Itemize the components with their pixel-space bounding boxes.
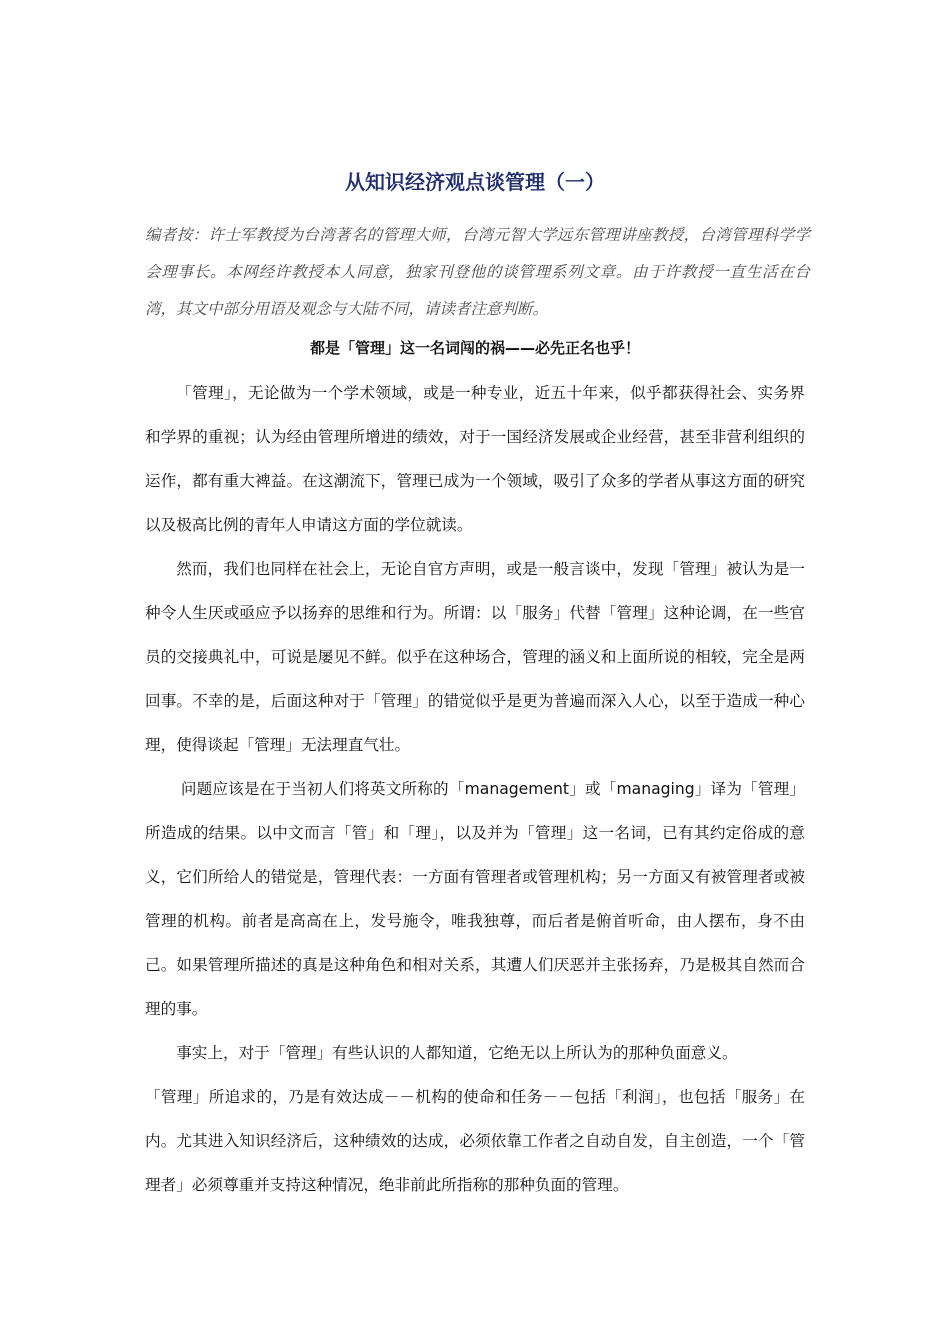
section-heading: 都是「管理」这一名词闯的祸——必先正名也乎！ — [309, 339, 640, 357]
paragraph-1: 「管理」，无论做为一个学术领域，或是一种专业，近五十年来，似乎都获得社会、实务界和学界的重视；认为经由管理所增进的绩效，对于一国经济发展或企业经营，甚至非营利组织的运作，都有重大裨益。在这潮流下，管理已成为一个领域，吸引了众多的学者从事这方面的研究以及极高比例的青年人申请这方面的学位就读。 — [145, 384, 805, 534]
paragraph-2: 然而，我们也同样在社会上，无论自官方声明，或是一般言谈中，发现「管理」被认为是一种令人生厌或亟应予以扬弃的思维和行为。所谓：以「服务」代替「管理」这种论调，在一些官员的交接典礼中，可说是屡见不鲜。似乎在这种场合，管理的涵义和上面所说的相较，完全是两回事。不幸的是，后面这种对于「管理」的错觉似乎是更为普遍而深入人心，以至于造成一种心理，使得谈起「管理」无法理直气壮。 — [145, 560, 805, 754]
editor-note: 编者按：许士军教授为台湾著名的管理大师，台湾元智大学远东管理讲座教授，台湾管理科学学会理事长。本网经许教授本人同意，独家刊登他的谈管理系列文章。由于许教授一直生活在台湾，其文中部分用语及观念与大陆不同，请读者注意判断。 — [145, 226, 810, 318]
paragraph-5: 「管理」所追求的，乃是有效达成－－机构的使命和任务－－包括「利润」，也包括「服务」在内。尤其进入知识经济后，这种绩效的达成，必须依靠工作者之自动自发，自主创造，一个「管理者」必须尊重并支持这种情况，绝非前此所指称的那种负面的管理。 — [145, 1088, 805, 1194]
paragraph-4: 事实上，对于「管理」有些认识的人都知道，它绝无以上所认为的那种负面意义。 — [176, 1044, 738, 1062]
page-title: 从知识经济观点谈管理（一） — [345, 170, 605, 194]
article-body — [145, 371, 805, 1207]
paragraph-3: 问题应该是在于当初人们将英文所称的「management」或「managing」译为「管理」所造成的结果。以中文而言「管」和「理」，以及并为「管理」这一名词，已有其约定俗成的意义，它们所给人的错觉是，管理代表：一方面有管理者或管理机构；另一方面又有被管理者或被管理的机构。前者是高高在上，发号施令，唯我独尊，而后者是俯首听命，由人摆布，身不由己。如果管理所描述的真是这种角色和相对关系，其遭人们厌恶并主张扬弃，乃是极其自然而合理的事。 — [145, 780, 805, 1018]
